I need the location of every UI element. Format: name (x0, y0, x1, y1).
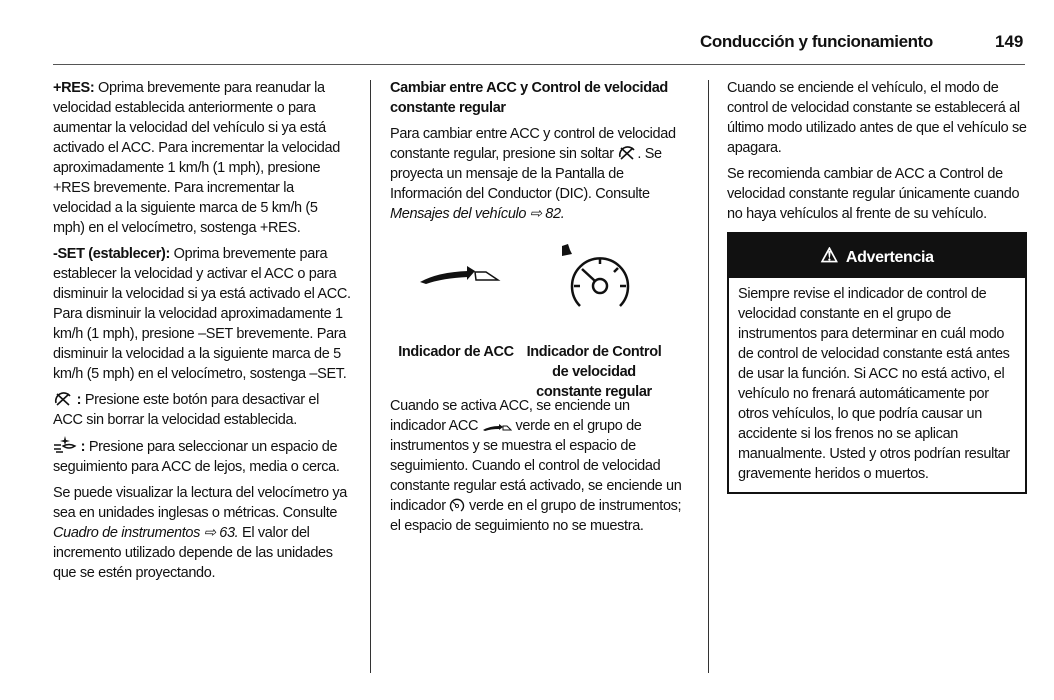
indicator-figures (390, 238, 688, 400)
gap-label: : (77, 439, 86, 455)
warning-box (727, 232, 1027, 494)
res-label: +RES: (53, 80, 95, 96)
column-1 (53, 78, 351, 589)
warning-title: Advertencia (845, 249, 934, 266)
following-gap-icon (53, 436, 77, 454)
acc-indicator-icon (482, 421, 512, 433)
instrument-cluster-link[interactable]: Cuadro de instrumentos (53, 525, 201, 541)
units-text: Se puede visualizar la lectura del velocímetro ya sea en unidades inglesas o métricas. Consulte (53, 485, 347, 521)
set-text: Oprima brevemente para establecer la velocidad y activar el ACC o para disminuir la velocidad si ya está activado el ACC. Para disminuir la velocidad aproximadamente 1 km/h (1 mph), presione –SET brevemente. Para disminuir la velocidad a la siguiente marca de 5 km/h (5 mph) en el velocímetro, sostenga –SET. (53, 246, 351, 382)
cruise-control-indicator-icon (560, 244, 640, 316)
page-number: 149 (995, 32, 1024, 51)
switch-text-2: . Se proyecta un mensaje de la Pantalla de Información del Conductor (DIC). Consulte (390, 146, 662, 202)
acc-indicator-icon (418, 256, 508, 296)
column-divider (370, 80, 371, 673)
warning-header (729, 234, 1025, 278)
res-paragraph (53, 78, 351, 238)
cruise-indicator-caption: Indicador de Control de velocidad constante regular (526, 344, 662, 400)
warning-text: Siempre revise el indicador de control de velocidad constante en el grupo de instrumentos para determinar en cuál modo de control de velocidad constante está antes de usar la función. Si ACC no está activo, el vehículo no frenará automáticamente por otros vehículos, lo que podría causar un accidente si los frenos no se aplican manualmente. Usted y otros podrían resultar gravemente heridos o muertos. (738, 286, 1010, 482)
units-text-2: El valor del incremento utilizado depende de las unidades que se estén proyectando. (53, 525, 333, 581)
recommendation-paragraph: Se recomienda cambiar de ACC a Control de velocidad constante regular únicamente cuando no haya vehículos al frente de su vehículo. (727, 166, 1020, 222)
link-page: 63. (215, 525, 239, 541)
warning-triangle-icon: ⚠ (820, 245, 838, 267)
header-divider (53, 64, 1025, 65)
link-page: 82. (541, 206, 565, 222)
switch-heading: Cambiar entre ACC y Control de velocidad constante regular (390, 80, 668, 116)
gap-text: Presione para seleccionar un espacio de seguimiento para ACC de lejos, media o cerca. (53, 439, 340, 475)
units-paragraph (53, 483, 351, 583)
vehicle-messages-link[interactable]: Mensajes del vehículo (390, 206, 527, 222)
cruise-control-indicator-icon (449, 497, 465, 513)
cancel-label: : (73, 392, 82, 408)
acc-indicator-caption: Indicador de ACC (398, 344, 514, 360)
indicator-text-3: verde en el grupo de instrumentos; el espacio de seguimiento no se muestra. (390, 498, 682, 534)
mode-paragraph: Cuando se enciende el vehículo, el modo de control de velocidad constante se establecerá al último modo utilizado antes de que el vehículo se apagara. (727, 80, 1027, 156)
cancel-text: Presione este botón para desactivar el ACC sin borrar la velocidad establecida. (53, 392, 320, 428)
set-paragraph (53, 244, 351, 384)
gap-paragraph (53, 436, 351, 477)
switch-paragraph (390, 124, 688, 224)
section-title: Conducción y funcionamiento (700, 32, 933, 51)
indicator-paragraph (390, 396, 688, 536)
indicator-text: Cuando se activa ACC, se enciende un indicador ACC (390, 398, 630, 434)
column-divider (708, 80, 709, 673)
arrow-ref-icon: ⇨ (526, 206, 542, 222)
res-text: Oprima brevemente para reanudar la velocidad establecida anteriormente o para aumentar la velocidad del vehículo si ya está activado el ACC. Para incrementar la velocidad aproximadamente 1 km/h (1 mph), presione +RES brevemente. Para incrementar la velocidad a la siguiente marca de 5 km/h (5 mph) en el velocímetro, sostenga +RES. (53, 80, 340, 236)
indicator-text-2: verde en el grupo de instrumentos y se muestra el espacio de seguimiento. Cuando el control de velocidad constante regular está activado, se enciende un indicador (390, 418, 682, 514)
cruise-cancel-icon (53, 391, 73, 407)
cruise-cancel-icon (617, 145, 637, 161)
set-label: -SET (establecer): (53, 246, 170, 262)
arrow-ref-icon: ⇨ (200, 525, 216, 541)
switch-text: Para cambiar entre ACC y control de velocidad constante regular, presione sin soltar (390, 126, 676, 162)
column-2 (390, 78, 688, 542)
column-3 (727, 78, 1027, 494)
cancel-paragraph (53, 390, 351, 430)
